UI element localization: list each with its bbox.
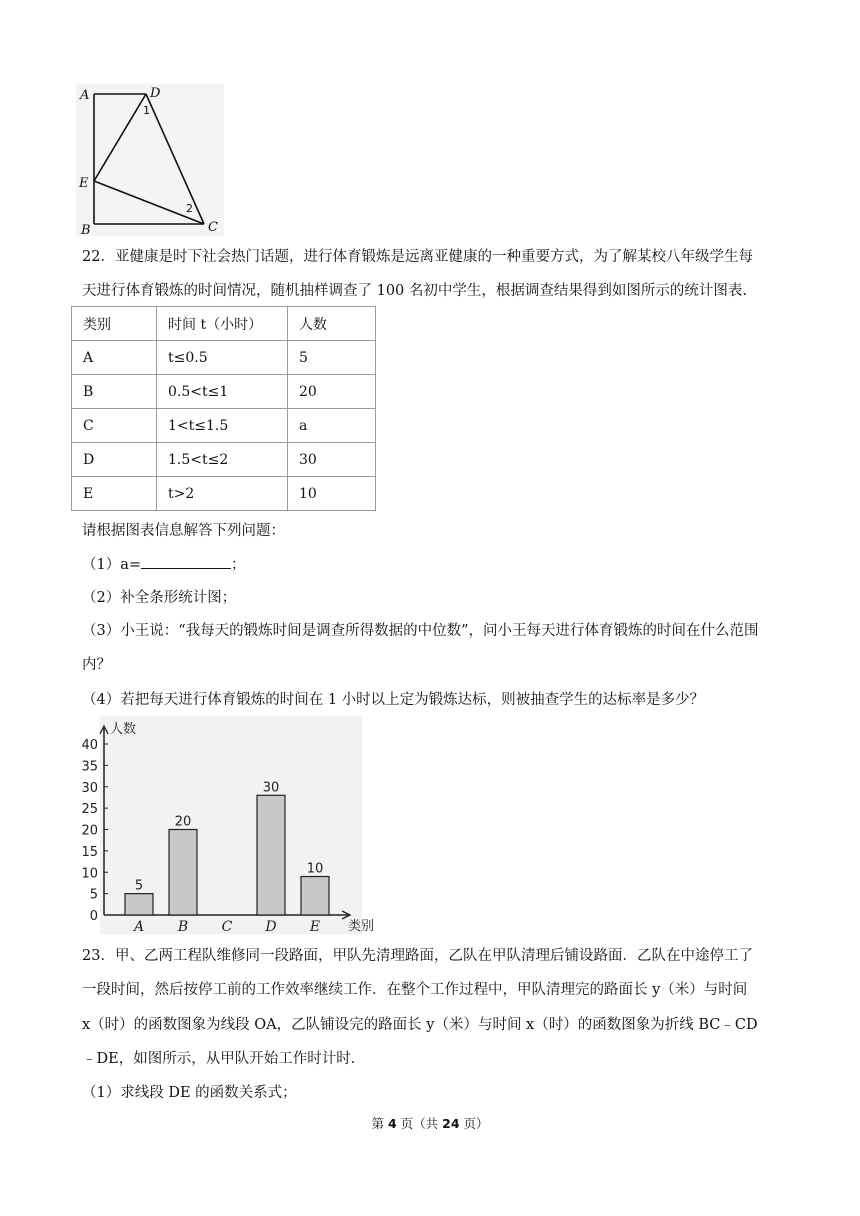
q22-part1-prefix: （1）a= xyxy=(82,557,142,573)
table-header-row xyxy=(72,307,376,341)
table-cell: t>2 xyxy=(157,477,288,511)
bar-chart-svg xyxy=(74,716,374,934)
q23-line2: 一段时间，然后按停工前的工作效率继续工作．在整个工作过程中，甲队清理完的路面长 y（米）与时间 xyxy=(82,982,748,998)
bar-b xyxy=(169,830,197,916)
table-cell: E xyxy=(72,477,157,511)
x-tick-label: D xyxy=(265,919,277,934)
bar-data-label: 5 xyxy=(134,878,144,894)
table-row xyxy=(72,375,376,409)
q23-line1: 23．甲、乙两工程队维修同一段路面，甲队先清理路面，乙队在甲队清理后铺设路面．乙队在中途停工了 xyxy=(82,948,753,964)
footer-total-pages: 24 xyxy=(442,1116,460,1131)
table-cell: B xyxy=(72,375,157,409)
q22-part3-line1: （3）小王说：“我每天的锻炼时间是调查所得数据的中位数”，问小王每天进行体育锻炼的时间在什么范围 xyxy=(82,623,759,639)
geometry-figure xyxy=(76,84,224,236)
y-axis-title: 人数 xyxy=(110,722,137,737)
q23-line3: x（时）的函数图象为线段 OA，乙队铺设完的路面长 y（米）与时间 x（时）的函数图象为折线 BC﹣CD xyxy=(82,1017,758,1033)
q22-table xyxy=(71,306,376,511)
table-cell: A xyxy=(72,341,157,375)
table-cell: 1<t≤1.5 xyxy=(157,409,288,443)
table-cell: 5 xyxy=(288,341,376,375)
q22-part3-line2: 内？ xyxy=(82,657,111,673)
q22-text-line2: 天进行体育锻炼的时间情况，随机抽样调查了 100 名初中学生，根据调查结果得到如图所示的统计图表. xyxy=(82,283,747,299)
y-tick-label: 30 xyxy=(81,780,98,796)
point-label-e: E xyxy=(79,176,89,191)
x-tick-label: A xyxy=(133,919,145,934)
table-header-cell: 人数 xyxy=(288,307,376,341)
table-row xyxy=(72,341,376,375)
point-label-a: A xyxy=(80,88,90,103)
point-label-c: C xyxy=(208,220,218,235)
footer-mid: 页（共 xyxy=(396,1116,443,1131)
point-label-d: D xyxy=(150,86,161,101)
table-header-cell: 时间 t（小时） xyxy=(157,307,288,341)
table-cell: 30 xyxy=(288,443,376,477)
table-cell: t≤0.5 xyxy=(157,341,288,375)
angle-label-2: 2 xyxy=(186,202,193,215)
bar-data-label: 20 xyxy=(174,814,192,830)
table-cell: C xyxy=(72,409,157,443)
bar-e xyxy=(301,877,329,915)
q23-line4: ﹣DE，如图所示，从甲队开始工作时计时． xyxy=(82,1051,366,1067)
q22-part2: （2）补全条形统计图； xyxy=(82,590,237,606)
q22-part1-suffix: ； xyxy=(231,557,246,573)
y-tick-label: 10 xyxy=(81,866,98,882)
y-tick-label: 35 xyxy=(81,759,98,775)
table-cell: 10 xyxy=(288,477,376,511)
footer-page-number: 4 xyxy=(387,1116,397,1131)
y-tick-label: 20 xyxy=(81,823,98,839)
y-tick-label: 25 xyxy=(81,802,98,818)
answer-blank xyxy=(141,554,231,569)
bar-data-label: 10 xyxy=(306,861,324,877)
footer-suffix: 页） xyxy=(459,1116,489,1131)
y-tick-label: 15 xyxy=(81,844,98,860)
y-tick-label: 40 xyxy=(81,738,98,753)
table-cell: D xyxy=(72,443,157,477)
x-axis-title: 类别 xyxy=(348,919,374,934)
x-tick-label: E xyxy=(309,919,321,934)
table-header-cell: 类别 xyxy=(72,307,157,341)
table-row xyxy=(72,409,376,443)
point-label-b: B xyxy=(81,223,91,236)
table-cell: 0.5<t≤1 xyxy=(157,375,288,409)
q22-text-line1: 22．亚健康是时下社会热门话题，进行体育锻炼是远离亚健康的一种重要方式，为了解某校八年级学生每 xyxy=(82,249,753,265)
geometry-svg xyxy=(76,84,224,236)
table-cell: 20 xyxy=(288,375,376,409)
y-tick-label: 0 xyxy=(89,909,98,924)
table-cell: a xyxy=(288,409,376,443)
x-tick-label: B xyxy=(177,919,189,934)
q22-part4: （4）若把每天进行体育锻炼的时间在 1 小时以上定为锻炼达标，则被抽查学生的达标率是多少？ xyxy=(82,692,705,708)
table-cell: 1.5<t≤2 xyxy=(157,443,288,477)
x-tick-label: C xyxy=(221,919,233,934)
table-row xyxy=(72,477,376,511)
q22-part1 xyxy=(82,548,246,582)
bar-a xyxy=(125,894,153,915)
q23-part1: （1）求线段 DE 的函数关系式； xyxy=(82,1085,297,1101)
angle-label-1: 1 xyxy=(143,104,150,117)
q22-prompt: 请根据图表信息解答下列问题： xyxy=(82,523,285,539)
bar-chart xyxy=(74,716,374,934)
table-row xyxy=(72,443,376,477)
y-tick-label: 5 xyxy=(89,887,98,903)
footer-prefix: 第 xyxy=(371,1116,388,1131)
page-footer xyxy=(0,1114,860,1132)
bar-data-label: 30 xyxy=(262,780,280,796)
bar-d xyxy=(257,795,285,915)
